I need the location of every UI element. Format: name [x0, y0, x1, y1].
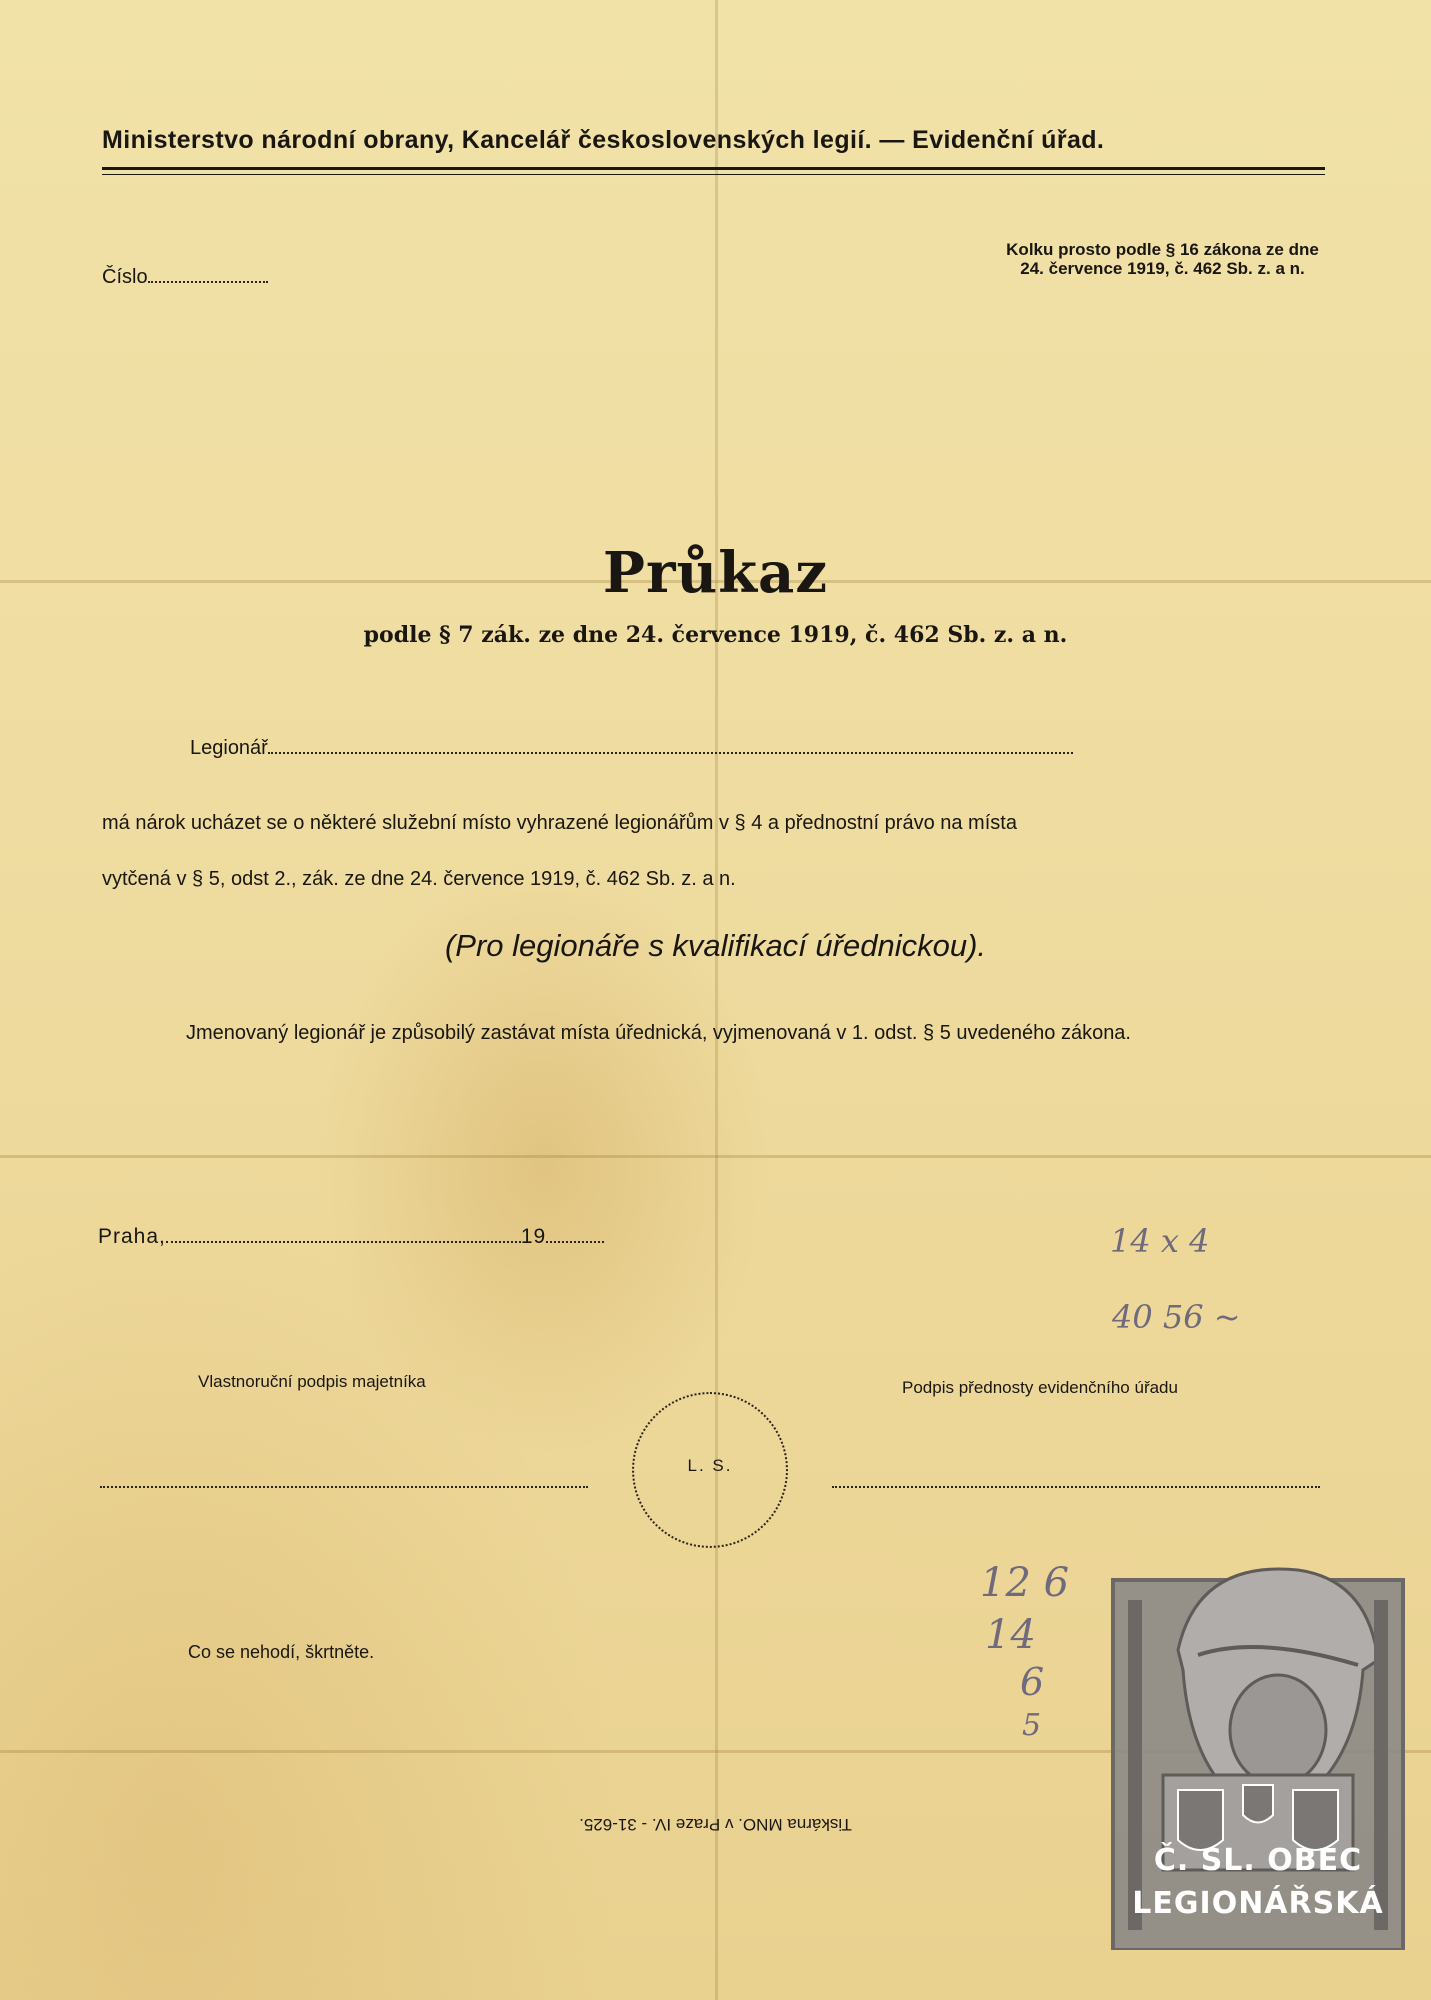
paragraph-line: vytčená v § 5, odst 2., zák. ze dne 24. července 1919, č. 462 Sb. z. a n. — [102, 868, 736, 890]
document-title: Průkaz — [602, 540, 829, 606]
handwritten-note: 40 56 ~ — [1112, 1298, 1241, 1336]
seal-text: L. S. — [687, 1456, 733, 1475]
number-blank — [148, 267, 268, 283]
handwritten-note: 6 — [1020, 1660, 1045, 1704]
logo-text-line1: Č. SL. OBEC — [1153, 1843, 1363, 1878]
head-signature-label: Podpis přednosty evidenčního úřadu — [902, 1378, 1178, 1397]
year-blank — [546, 1227, 604, 1243]
entitlement-paragraph — [102, 795, 1325, 907]
printer-imprint: Tiskárna MNO. v Praze IV. - 31-625. — [579, 1815, 852, 1834]
place-label: Praha, — [98, 1225, 166, 1248]
strike-instruction: Co se nehodí, škrtněte. — [188, 1642, 375, 1662]
legionnaire-blank — [268, 738, 1073, 754]
qualification-note: (Pro legionáře s kvalifikací úřednickou). — [444, 928, 987, 963]
handwritten-note: 14 x 4 — [1110, 1222, 1210, 1260]
stamp-exemption-note: Kolku prosto podle § 16 zákona ze dne 24. července 1919, č. 462 Sb. z. a n. — [1006, 240, 1319, 278]
handwritten-note: 12 6 — [980, 1560, 1070, 1606]
paragraph-line: má nárok ucházet se o některé služební místo vyhrazené legionářům v § 4 a přednostní právo na místa — [102, 812, 1017, 834]
year-prefix: 19 — [520, 1225, 547, 1248]
handwritten-note: 14 — [985, 1612, 1036, 1658]
horizontal-fold — [0, 1155, 1431, 1158]
header-rule — [102, 167, 1325, 170]
ministry-header: Ministerstvo národní obrany, Kancelář československých legií. — Evidenční úřad. — [102, 126, 1105, 154]
logo-text-line2: LEGIONÁŘSKÁ — [1132, 1886, 1384, 1921]
date-blank — [166, 1227, 521, 1243]
legionnaire-label: Legionář — [190, 737, 268, 759]
number-field — [102, 266, 268, 289]
head-signature-line — [832, 1486, 1320, 1488]
eligibility-paragraph: Jmenovaný legionář je způsobilý zastávat místa úřednická, vyjmenovaná v 1. odst. § 5 uvedeného zákona. — [186, 1022, 1131, 1044]
vertical-fold — [715, 0, 718, 2000]
legionnaire-field — [190, 737, 1073, 760]
owner-signature-line — [100, 1486, 588, 1488]
place-date-field — [98, 1225, 604, 1249]
owner-signature-label: Vlastnoruční podpis majetníka — [198, 1372, 426, 1391]
handwritten-note: 5 — [1022, 1708, 1042, 1743]
official-seal-placeholder — [632, 1392, 788, 1548]
document-subtitle: podle § 7 zák. ze dne 24. července 1919, č. 462 Sb. z. a n. — [363, 622, 1068, 648]
header-rule-thin — [102, 174, 1325, 175]
number-label: Číslo — [102, 266, 148, 288]
